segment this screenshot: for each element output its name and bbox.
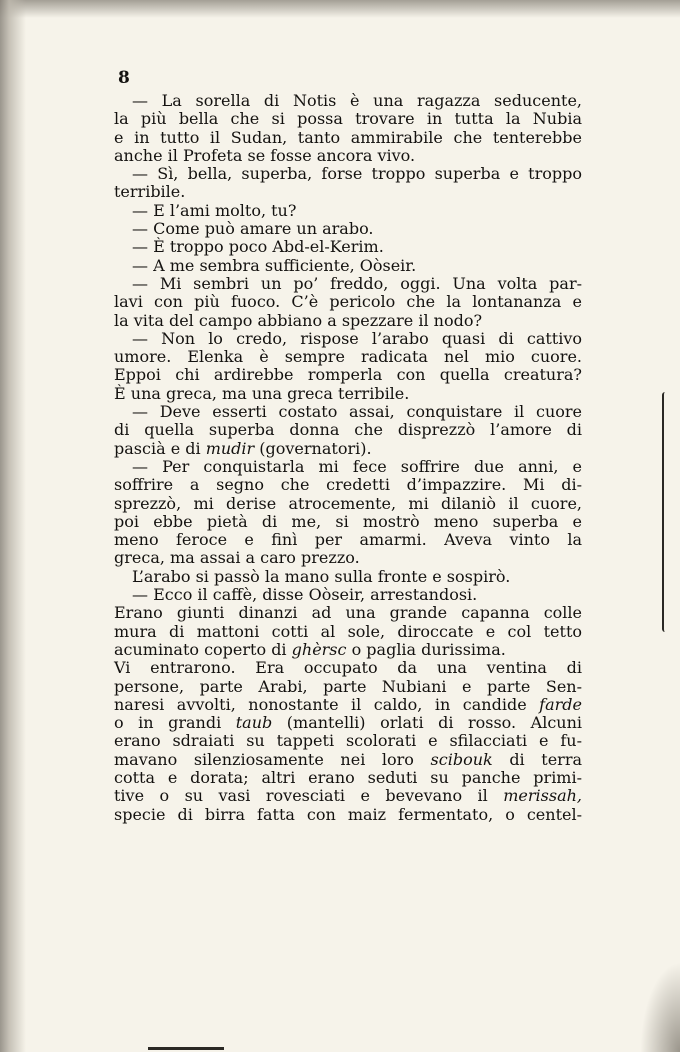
text-line: — Per conquistarla mi fece soffrire due anni, e	[132, 456, 582, 476]
page-number: 8	[118, 68, 130, 88]
page-left-shadow	[0, 0, 26, 1052]
text-line: greca, ma assai a caro prezzo.	[114, 548, 360, 568]
text-line: naresi avvolti, nonostante il caldo, in candide farde	[114, 694, 582, 714]
text-line: anche il Profeta se fosse ancora vivo.	[114, 145, 416, 165]
text-line: — Come può amare un arabo.	[132, 219, 374, 239]
bottom-rule	[148, 1047, 224, 1050]
italic-term: farde	[539, 694, 582, 714]
text-line: mavano silenziosamente nei loro scibouk di terra	[114, 749, 583, 769]
italic-term: ghèrsc	[291, 639, 347, 659]
text-line: acuminato coperto di ghèrsc o paglia durissima.	[114, 639, 506, 659]
text-line: e in tutto il Sudan, tanto ammirabile che tenterebbe	[114, 127, 582, 147]
text-line: la vita del campo abbiano a spezzare il nodo?	[114, 310, 483, 330]
text-line: terribile.	[114, 182, 186, 202]
text-line: — Sì, bella, superba, forse troppo superba e troppo	[132, 164, 582, 184]
italic-term: scibouk	[430, 749, 493, 769]
italic-term: taub	[235, 713, 273, 733]
text-line: L’arabo si passò la mano sulla fronte e sospirò.	[132, 566, 511, 586]
text-line: — Mi sembri un po’ freddo, oggi. Una volta par-	[132, 273, 582, 293]
text-line: Erano giunti dinanzi ad una grande capanna colle	[114, 603, 582, 623]
text-line: pascià e di mudir (governatori).	[114, 438, 372, 458]
text-line: Eppoi chi ardirebbe romperla con quella creatura?	[114, 365, 582, 385]
text-line: sprezzò, mi derise atrocemente, mi dilaniò il cuore,	[114, 493, 582, 513]
margin-bracket-mark	[662, 392, 670, 632]
text-line: — E l’ami molto, tu?	[132, 200, 297, 220]
text-line: — Deve esserti costato assai, conquistare il cuore	[132, 402, 582, 422]
text-line: cotta e dorata; altri erano seduti su panche primi-	[114, 767, 582, 787]
text-line: meno feroce e finì per amarmi. Aveva vinto la	[114, 530, 582, 550]
text-line: tive o su vasi rovesciati e bevevano il merissah,	[114, 786, 582, 806]
text-line: — Non lo credo, rispose l’arabo quasi di cattivo	[132, 328, 582, 348]
text-line: — A me sembra sufficiente, Oòseir.	[132, 255, 417, 275]
text-line: — La sorella di Notis è una ragazza seducente,	[132, 91, 582, 110]
text-line: umore. Elenka è sempre radicata nel mio cuore.	[114, 347, 582, 367]
text-line: persone, parte Arabi, parte Nubiani e parte Sen-	[114, 676, 582, 696]
text-line: È una greca, ma una greca terribile.	[114, 383, 410, 403]
text-line: erano sdraiati su tappeti scolorati e sfilacciati e fu-	[114, 731, 582, 751]
text-line: — Ecco il caffè, disse Oòseir, arrestandosi.	[132, 585, 478, 605]
text-line: — È troppo poco Abd-el-Kerim.	[132, 237, 384, 257]
text-line: di quella superba donna che disprezzò l’amore di	[114, 420, 582, 440]
page-top-shadow	[0, 0, 680, 18]
text-line: o in grandi taub (mantelli) orlati di rosso. Alcuni	[114, 713, 583, 733]
text-line: specie di birra fatta con maiz fermentato, o centel-	[114, 804, 582, 824]
text-line: mura di mattoni cotti al sole, diroccate e col tetto	[114, 621, 582, 641]
italic-term: mudir	[205, 438, 255, 458]
page-corner-shadow	[640, 962, 680, 1052]
text-line: la più bella che si possa trovare in tutta la Nubia	[114, 109, 582, 129]
body-text	[114, 92, 582, 824]
text-line: poi ebbe pietà di me, si mostrò meno superba e	[114, 511, 582, 531]
text-line: lavi con più fuoco. C’è pericolo che la lontananza e	[114, 292, 582, 312]
text-line: soffrire a segno che credetti d’impazzire. Mi di-	[114, 475, 582, 495]
italic-term: merissah,	[503, 786, 582, 806]
text-line: Vi entrarono. Era occupato da una ventina di	[114, 658, 582, 678]
